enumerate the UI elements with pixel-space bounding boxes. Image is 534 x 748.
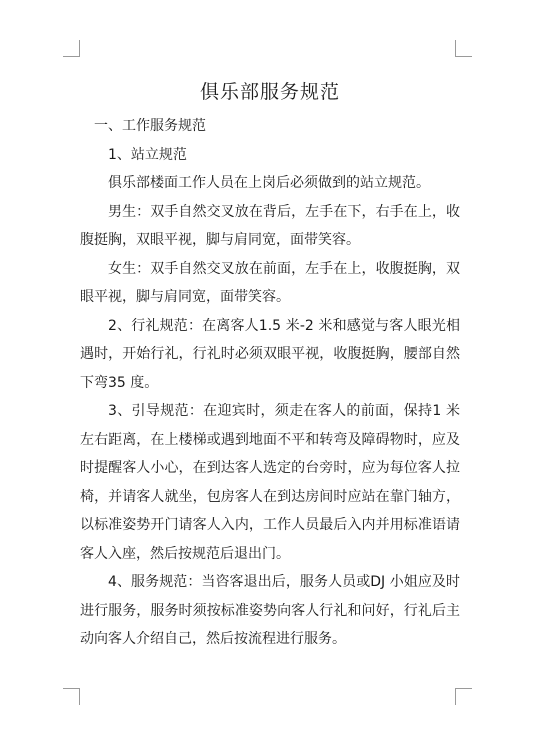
crop-mark-bottom-left — [63, 688, 80, 705]
crop-mark-top-right — [455, 40, 472, 57]
paragraph: 俱乐部楼面工作人员在上岗后必须做到的站立规范。 — [108, 175, 430, 191]
subsection-heading: 1、站立规范 — [108, 146, 187, 163]
document-title: 俱乐部服务规范 — [199, 81, 340, 103]
crop-mark-top-left — [63, 40, 80, 57]
section-heading: 一、工作服务规范 — [94, 118, 206, 134]
paragraph: 4、服务规范：当咨客退出后，服务人员或DJ 小姐应及时进行服务，服务时须按标准姿势向客人行礼和问好，行礼后主动向客人介绍自己，然后按流程进行服务。 — [80, 574, 460, 647]
document-body — [80, 76, 460, 654]
crop-mark-bottom-right — [455, 688, 472, 705]
paragraph: 2、行礼规范：在离客人1.5 米-2 米和感觉与客人眼光相遇时，开始行礼，行礼时必须双眼平视，收腹挺胸，腰部自然下弯35 度。 — [80, 317, 460, 391]
paragraph: 男生：双手自然交叉放在背后，左手在下，右手在上，收腹挺胸，双眼平视，脚与肩同宽，面带笑容。 — [80, 203, 460, 248]
paragraph: 3、引导规范：在迎宾时，须走在客人的前面，保持1 米左右距离，在上楼梯或遇到地面不平和转弯及障碍物时，应及时提醒客人小心，在到达客人选定的台旁时，应为每位客人拉椅，并请客人就坐，包房客人在到达房间时应站在靠门轴方，以标准姿势开门请客人入内，工作人员最后入内并用标准语请客人入座，然后按规范后退出门。 — [80, 403, 460, 562]
paragraph: 女生：双手自然交叉放在前面，左手在上，收腹挺胸，双眼平视，脚与肩同宽，面带笑容。 — [80, 260, 460, 305]
